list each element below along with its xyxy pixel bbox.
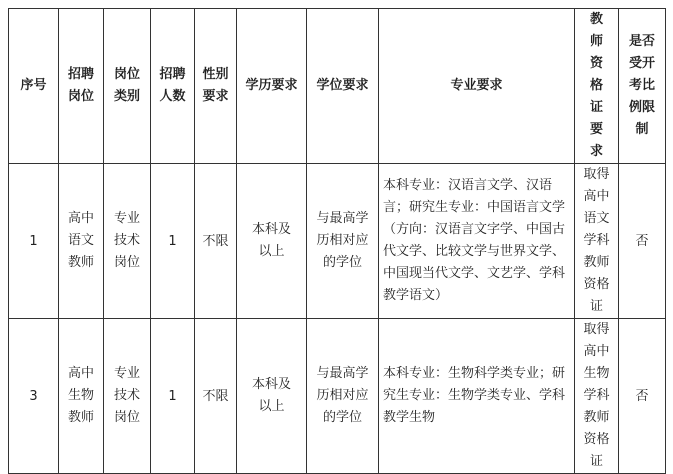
header-education: 学历要求: [237, 9, 307, 164]
cell-major: 本科专业：汉语言文学、汉语言；研究生专业：中国语言文学（方向：汉语言文字学、中国古代文学、比较文学与世界文学、中国现当代文学、文艺学、学科教学语文）: [379, 164, 575, 319]
cell-seq: 1: [9, 164, 59, 319]
cell-ratio: 否: [619, 164, 666, 319]
cell-position: 高中语文教师: [59, 164, 104, 319]
header-category: 岗位类别: [104, 9, 151, 164]
header-position: 招聘岗位: [59, 9, 104, 164]
cell-education: 本科及以上: [237, 319, 307, 474]
header-major: 专业要求: [379, 9, 575, 164]
cell-category: 专业技术岗位: [104, 164, 151, 319]
table-row: [9, 319, 666, 474]
cell-ratio: 否: [619, 319, 666, 474]
header-seq: 序号: [9, 9, 59, 164]
header-cert: 教师资格证要求: [575, 9, 619, 164]
cell-major: 本科专业：生物科学类专业；研究生专业：生物学类专业、学科教学生物: [379, 319, 575, 474]
header-ratio: 是否受开考比例限制: [619, 9, 666, 164]
header-row: [9, 9, 666, 164]
cell-category: 专业技术岗位: [104, 319, 151, 474]
cell-education: 本科及以上: [237, 164, 307, 319]
cell-count: 1: [151, 164, 195, 319]
header-count: 招聘人数: [151, 9, 195, 164]
cell-count: 1: [151, 319, 195, 474]
cell-seq: 3: [9, 319, 59, 474]
table-row: [9, 164, 666, 319]
cell-gender: 不限: [195, 319, 237, 474]
cell-cert: 取得高中语文学科教师资格证: [575, 164, 619, 319]
cell-gender: 不限: [195, 164, 237, 319]
header-degree: 学位要求: [307, 9, 379, 164]
header-gender: 性别要求: [195, 9, 237, 164]
cell-degree: 与最高学历相对应的学位: [307, 164, 379, 319]
cell-degree: 与最高学历相对应的学位: [307, 319, 379, 474]
recruitment-table: [8, 8, 666, 474]
cell-position: 高中生物教师: [59, 319, 104, 474]
cell-cert: 取得高中生物学科教师资格证: [575, 319, 619, 474]
